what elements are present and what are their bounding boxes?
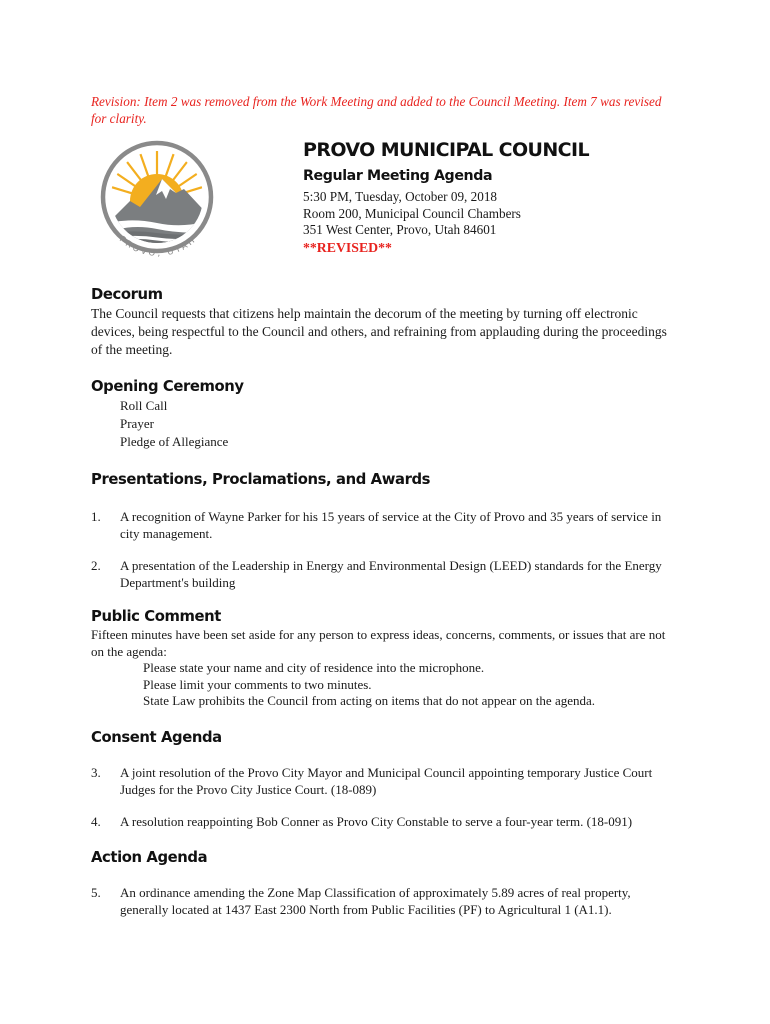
item-number: 1. bbox=[91, 509, 101, 524]
consent-section bbox=[91, 728, 681, 831]
decorum-text: The Council requests that citizens help maintain the decorum of the meeting by turning off electronic devices, being respectful to the Council and others, and refraining from applauding during the proceedings of the meeting. bbox=[91, 306, 667, 357]
presentations-section bbox=[91, 470, 681, 591]
public-comment-heading: Public Comment bbox=[91, 608, 221, 625]
provo-seal-icon bbox=[100, 139, 214, 274]
item-number: 5. bbox=[91, 885, 101, 900]
public-comment-line: Please limit your comments to two minutes. bbox=[143, 676, 372, 692]
public-comment-line: Please state your name and city of residence into the microphone. bbox=[143, 660, 485, 675]
opening-section bbox=[91, 377, 681, 451]
agenda-item-5 bbox=[91, 885, 681, 918]
item-number: 3. bbox=[91, 765, 101, 780]
item-number: 2. bbox=[91, 558, 101, 573]
revision-note: Revision: Item 2 was removed from the Work Meeting and added to the Council Meeting. Item 7 was revised for clarity. bbox=[91, 94, 662, 126]
meeting-room: Room 200, Municipal Council Chambers bbox=[303, 205, 521, 221]
agenda-header bbox=[303, 138, 723, 257]
decorum-heading: Decorum bbox=[91, 286, 163, 303]
agenda-item-3 bbox=[91, 765, 681, 798]
item-number: 4. bbox=[91, 814, 101, 829]
public-comment-section bbox=[91, 607, 681, 710]
item-text: An ordinance amending the Zone Map Classification of approximately 5.89 acres of real property, generally located at 1437 East 2300 North from Public Facilities (PF) to Agricultural 1 (A1.1). bbox=[120, 885, 631, 917]
action-section bbox=[91, 848, 681, 918]
agenda-subtitle: Regular Meeting Agenda bbox=[303, 168, 493, 184]
agenda-item-4 bbox=[91, 814, 681, 831]
revised-badge: **REVISED** bbox=[303, 239, 392, 255]
opening-item: Prayer bbox=[120, 416, 154, 431]
provo-logo bbox=[100, 139, 214, 274]
item-text: A presentation of the Leadership in Energy and Environmental Design (LEED) standards for the Energy Department's building bbox=[120, 558, 662, 590]
meeting-time: 5:30 PM, Tuesday, October 09, 2018 bbox=[303, 189, 498, 204]
opening-item: Roll Call bbox=[120, 398, 168, 413]
item-text: A recognition of Wayne Parker for his 15 years of service at the City of Provo and 35 years of service in city management. bbox=[120, 509, 662, 541]
item-text: A joint resolution of the Provo City Mayor and Municipal Council appointing temporary Justice Court Judges for the Provo City Justice Court. (18-089) bbox=[120, 765, 653, 797]
item-text: A resolution reappointing Bob Conner as Provo City Constable to serve a four-year term. (18-091) bbox=[120, 814, 633, 829]
agenda-item-2 bbox=[91, 558, 681, 591]
agenda-item-1 bbox=[91, 509, 681, 542]
meeting-address: 351 West Center, Provo, Utah 84601 bbox=[303, 222, 497, 237]
opening-heading: Opening Ceremony bbox=[91, 378, 244, 395]
opening-item: Pledge of Allegiance bbox=[120, 434, 229, 449]
public-comment-line: State Law prohibits the Council from acting on items that do not appear on the agenda. bbox=[143, 693, 595, 708]
council-title: PROVO MUNICIPAL COUNCIL bbox=[303, 139, 590, 161]
action-heading: Action Agenda bbox=[91, 849, 208, 866]
presentations-heading: Presentations, Proclamations, and Awards bbox=[91, 471, 431, 488]
public-comment-intro: Fifteen minutes have been set aside for any person to express ideas, concerns, comments, or issues that are not on the agenda: bbox=[91, 627, 666, 659]
logo-text: PROVO, UTAH bbox=[117, 234, 199, 260]
consent-heading: Consent Agenda bbox=[91, 729, 222, 746]
decorum-section bbox=[91, 285, 681, 359]
